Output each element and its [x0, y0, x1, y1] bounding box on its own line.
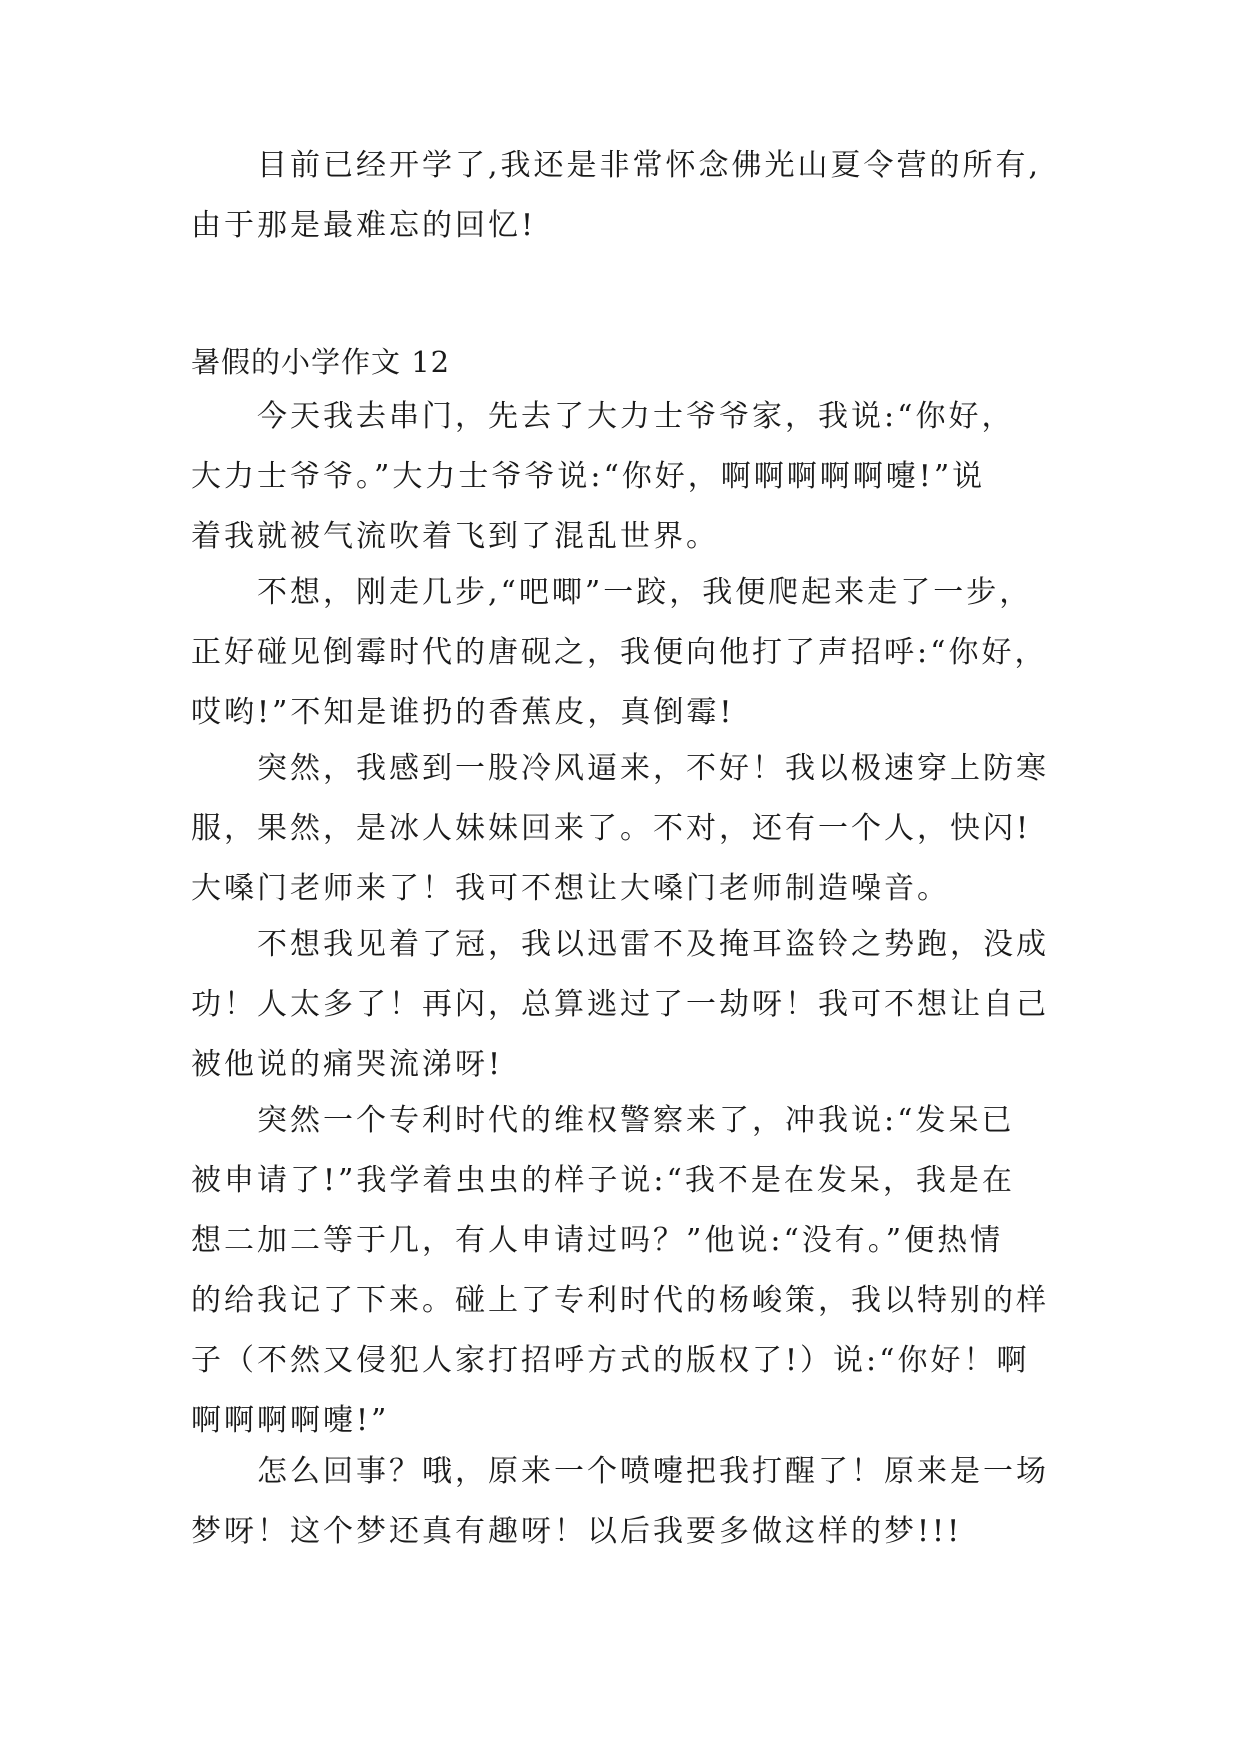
text-line: 不想我见着了冠，我以迅雷不及掩耳盗铃之势跑，没成 — [257, 927, 1049, 962]
text-line: 梦呀！这个梦还真有趣呀！以后我要多做这样的梦!!! — [191, 1514, 963, 1549]
text-line: 正好碰见倒霉时代的唐砚之，我便向他打了声招呼:“你好， — [191, 635, 1048, 670]
text-line: 突然，我感到一股冷风逼来，不好！我以极速穿上防寒 — [257, 751, 1049, 786]
text-line: 突然一个专利时代的维权警察来了，冲我说:“发呆已 — [257, 1103, 1015, 1138]
text-line: 被他说的痛哭流涕呀! — [191, 1047, 504, 1082]
paragraph-4 — [191, 915, 1091, 1095]
text-line: 哎哟!”不知是谁扔的香蕉皮，真倒霉! — [191, 695, 735, 730]
text-line: 的给我记了下来。碰上了专利时代的杨峻策，我以特别的样 — [191, 1283, 1049, 1318]
paragraph-5 — [191, 1091, 1091, 1451]
text-line: 服，果然，是冰人妹妹回来了。不对，还有一个人，快闪! — [191, 811, 1032, 846]
text-line: 大力士爷爷。”大力士爷爷说:“你好，啊啊啊啊啊嚏!”说 — [191, 459, 986, 494]
intro-paragraph — [191, 136, 1091, 256]
text-line: 今天我去串门，先去了大力士爷爷家，我说:“你好， — [257, 399, 1015, 434]
text-line: 啊啊啊啊嚏!” — [191, 1403, 390, 1438]
paragraph-2 — [191, 563, 1091, 743]
text-line: 着我就被气流吹着飞到了混乱世界。 — [191, 519, 719, 554]
text-line: 想二加二等于几，有人申请过吗？”他说:“没有。”便热情 — [191, 1223, 1004, 1258]
text-line: 目前已经开学了,我还是非常怀念佛光山夏令营的所有, — [257, 148, 1042, 183]
paragraph-3 — [191, 739, 1091, 919]
text-line: 怎么回事？哦，原来一个喷嚏把我打醒了！原来是一场 — [257, 1454, 1049, 1489]
text-line: 功！人太多了！再闪，总算逃过了一劫呀！我可不想让自己 — [191, 987, 1049, 1022]
paragraph-6 — [191, 1442, 1091, 1562]
section-title: 暑假的小学作文 12 — [191, 345, 451, 379]
text-line: 子（不然又侵犯人家打招呼方式的版权了!）说:“你好！啊 — [191, 1343, 1030, 1378]
text-line: 由于那是最难忘的回忆! — [191, 208, 537, 243]
text-line: 被申请了!”我学着虫虫的样子说:“我不是在发呆，我是在 — [191, 1163, 1015, 1198]
text-line: 不想，刚走几步,“吧唧”一跤，我便爬起来走了一步， — [257, 575, 1033, 610]
text-line: 大嗓门老师来了！我可不想让大嗓门老师制造噪音。 — [191, 871, 950, 906]
paragraph-1 — [191, 387, 1091, 567]
